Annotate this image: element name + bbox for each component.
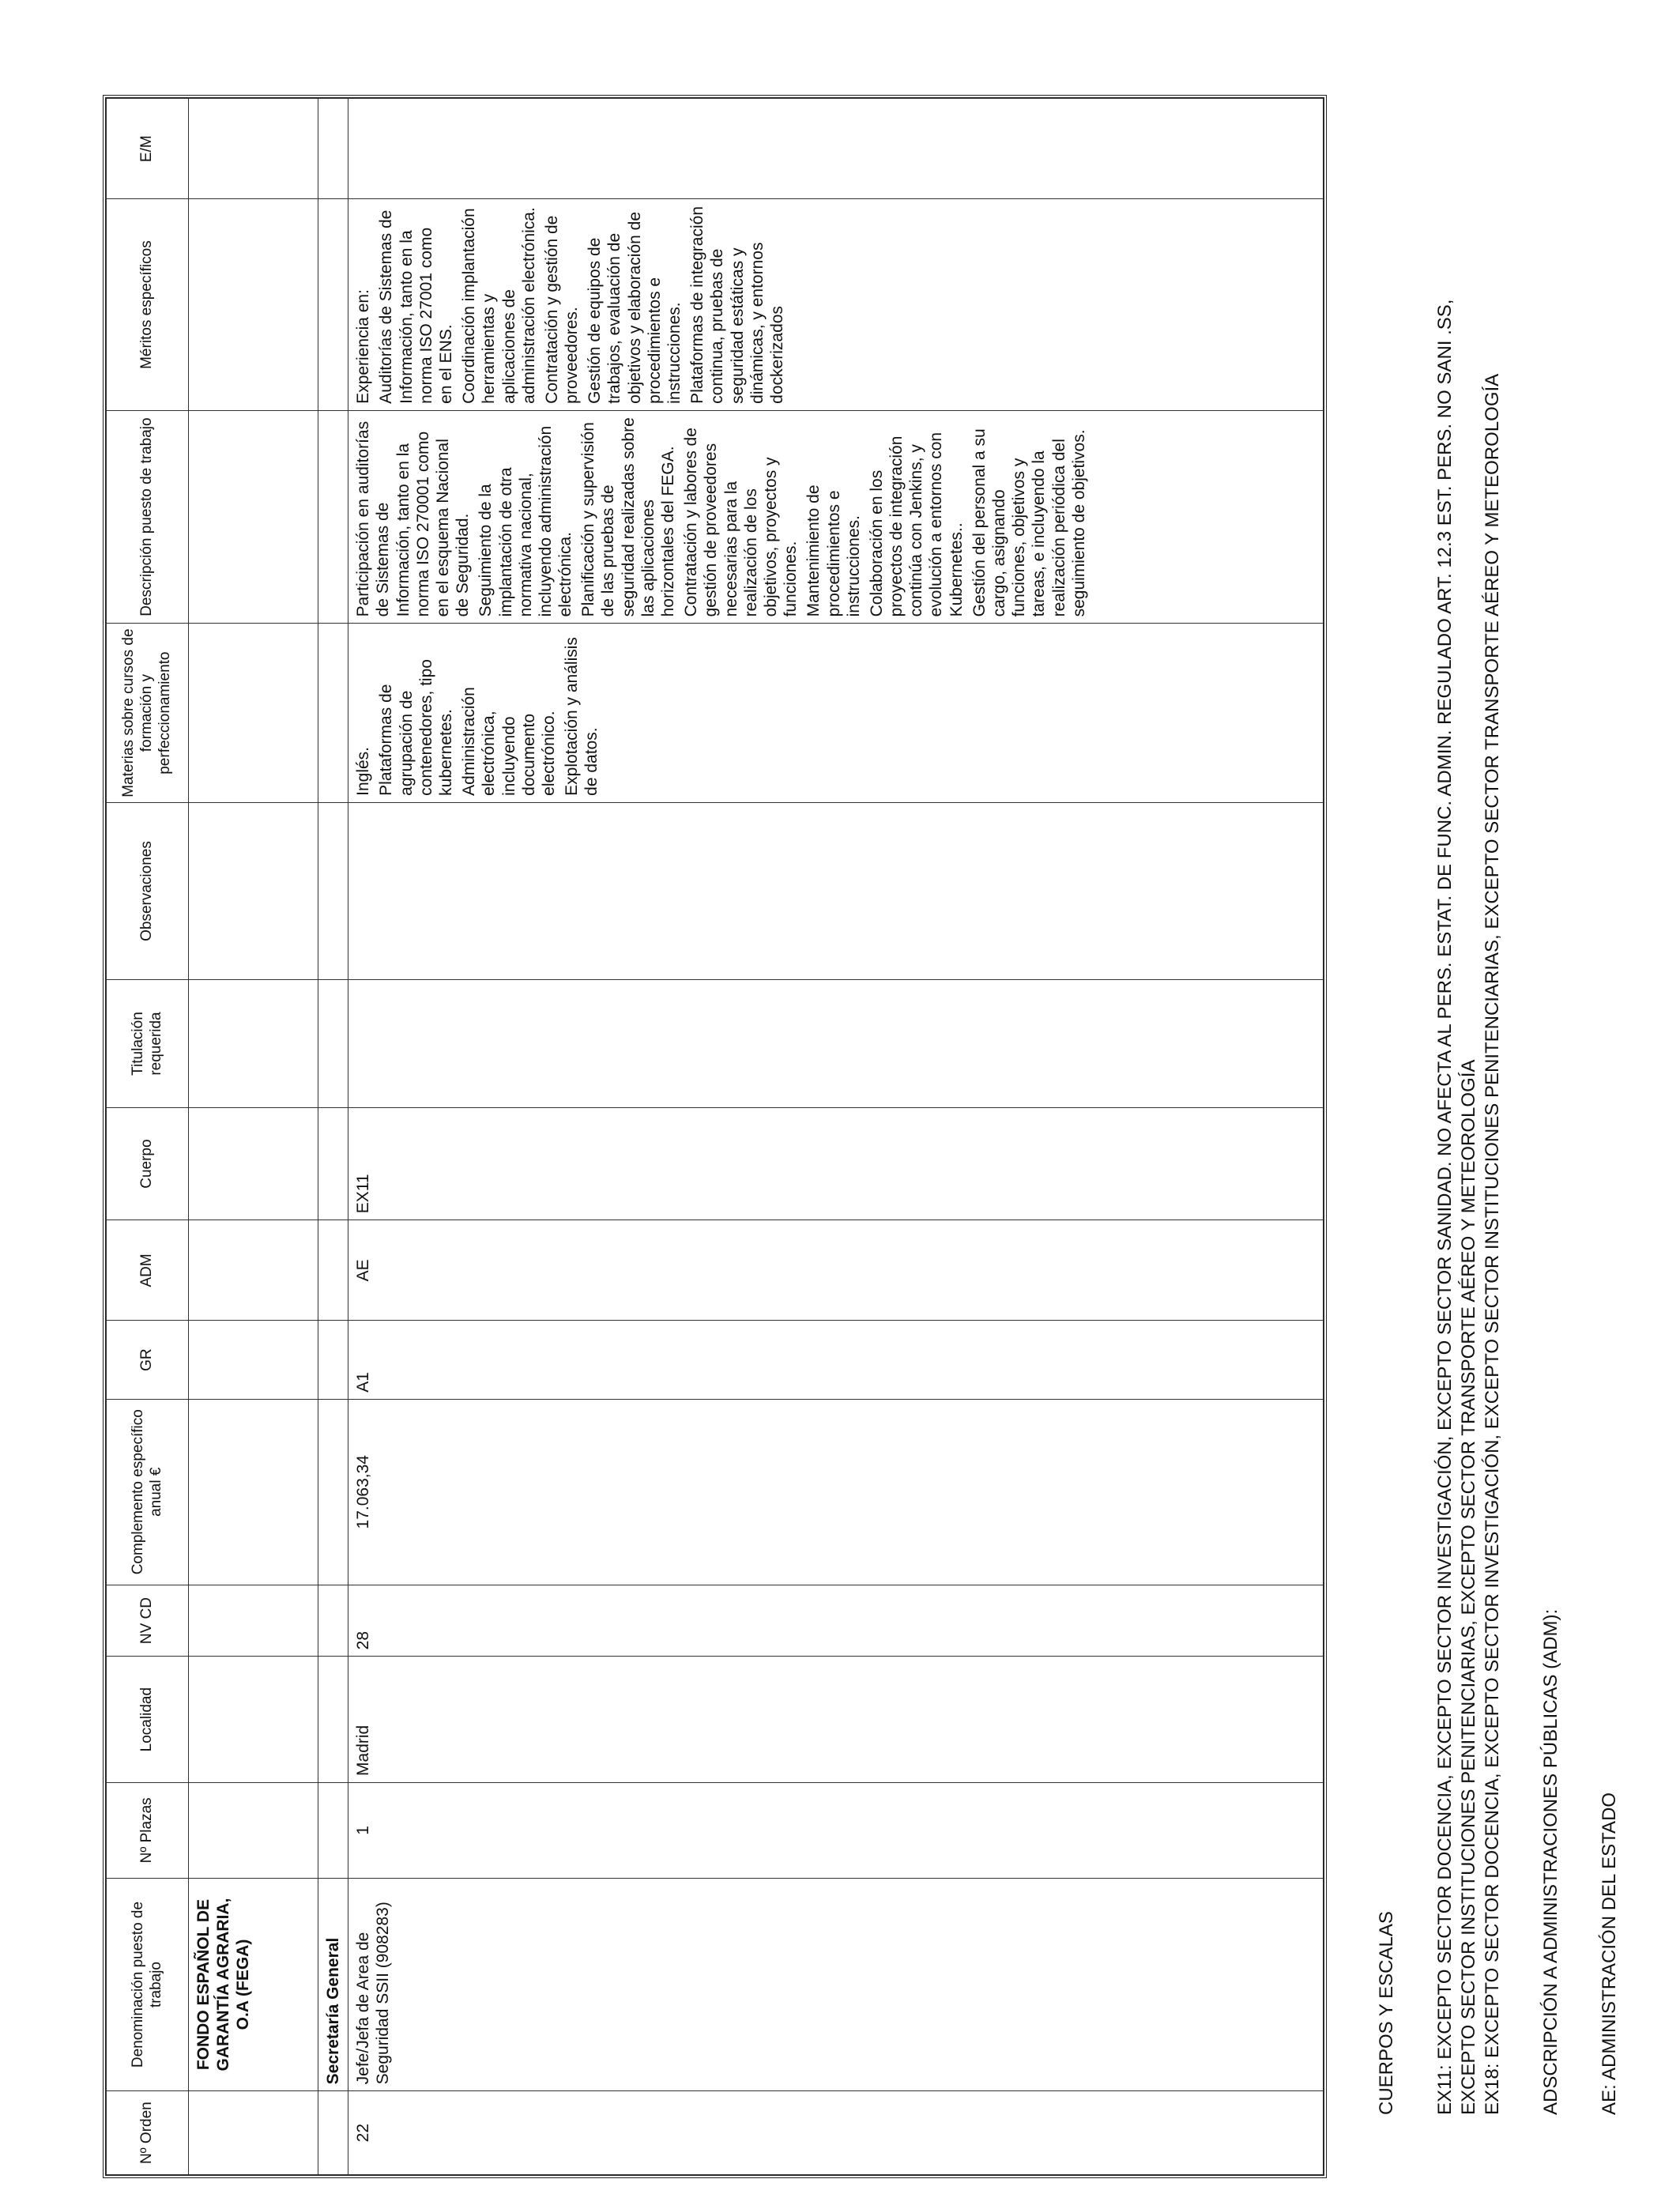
ex11-line-2: EXCEPTO SECTOR INSTITUCIONES PENITENCIARIAS, EXCEPTO SECTOR TRANSPORTE AÉREO Y METEOROLOGÍA bbox=[1458, 1059, 1479, 2115]
header-em: E/M bbox=[107, 99, 189, 199]
cell-adm: AE bbox=[348, 1220, 1324, 1321]
header-titulacion: Titulación requerida bbox=[107, 980, 189, 1108]
job-table bbox=[106, 98, 1324, 2175]
cell-orden: 22 bbox=[348, 2091, 1324, 2175]
cell-gr: A1 bbox=[348, 1321, 1324, 1399]
cell-observaciones bbox=[348, 802, 1324, 979]
cell-em bbox=[348, 99, 1324, 199]
list-item: Colaboración en los proyectos de integración continúa con Jenkins, y evolución a entornos con Kubernetes.. bbox=[867, 432, 966, 617]
cell-complemento: 17.063,34 bbox=[348, 1399, 1324, 1585]
list-item: Plataformas de agrupación de contenedores, tipo kubernetes. bbox=[377, 659, 455, 796]
list-item: Contratación y gestión de proveedores. bbox=[542, 215, 582, 404]
table-row bbox=[348, 99, 1324, 2175]
ae-line: AE: ADMINISTRACIÓN DEL ESTADO bbox=[1599, 1792, 1620, 2115]
header-denominacion: Denominación puesto de trabajo bbox=[107, 1878, 189, 2091]
header-meritos: Méritos específicos bbox=[107, 199, 189, 410]
header-gr: GR bbox=[107, 1321, 189, 1399]
header-plazas: Nº Plazas bbox=[107, 1782, 189, 1878]
cell-nvcd: 28 bbox=[348, 1585, 1324, 1657]
unit-title: Secretaría General bbox=[318, 1878, 348, 2091]
list-item: Contratación y labores de gestión de proveedores necesarias para la realización de los objetivos, proyectos y funciones. bbox=[682, 428, 800, 617]
cell-descripcion bbox=[348, 410, 1324, 624]
list-item: Gestión de equipos de trabajos, evaluación de objetivos y elaboración de procedimientos e instrucciones. bbox=[586, 211, 684, 404]
unit-row bbox=[318, 99, 348, 2175]
cell-denominacion: Jefe/Jefa de Area de Seguridad SSII (908283) bbox=[348, 1878, 1324, 2091]
list-item: Coordinación implantación herramientas y aplicaciones de administración electrónica. bbox=[460, 207, 538, 404]
cell-materias bbox=[348, 624, 1324, 802]
notes-section bbox=[1375, 60, 1622, 2115]
header-observaciones: Observaciones bbox=[107, 802, 189, 979]
list-item: Mantenimiento de procedimientos e instrucciones. bbox=[804, 484, 863, 617]
list-item: Explotación y análisis de datos. bbox=[563, 637, 601, 796]
header-cuerpo: Cuerpo bbox=[107, 1107, 189, 1220]
header-descripcion: Descripción puesto de trabajo bbox=[107, 410, 189, 624]
list-item: Participación en auditorías de Sistemas de Información, tanto en la norma ISO 270001 como en el esquema Nacional de Seguridad. bbox=[354, 420, 473, 617]
org-row bbox=[189, 99, 318, 2175]
header-adm: ADM bbox=[107, 1220, 189, 1321]
list-item: Inglés. bbox=[354, 746, 373, 796]
list-item: Auditorías de Sistemas de Información, tanto en la norma ISO 27001 como en el ENS. bbox=[377, 209, 455, 404]
job-table-frame bbox=[103, 95, 1327, 2178]
cell-plazas: 1 bbox=[348, 1782, 1324, 1878]
cell-localidad: Madrid bbox=[348, 1657, 1324, 1783]
list-item: Experiencia en: bbox=[354, 289, 373, 404]
header-row bbox=[107, 99, 189, 2175]
list-item: Administración electrónica, incluyendo documento electrónico. bbox=[460, 687, 558, 796]
header-orden: Nº Orden bbox=[107, 2091, 189, 2175]
header-materias: Materias sobre cursos de formación y perfeccionamiento bbox=[107, 624, 189, 802]
ex18-line: EX18: EXCEPTO SECTOR DOCENCIA, EXCEPTO SECTOR INVESTIGACIÓN, EXCEPTO SECTOR INSTITUCIONES PENITENCIARIAS, EXCEPTO SECTOR TRANSPORTE AÉREO Y METEOROLOGÍA bbox=[1482, 373, 1503, 2115]
list-item: Plataformas de integración continua, pruebas de seguridad estáticas y dinámicas, y entornos dockerizados bbox=[688, 206, 786, 404]
org-title: FONDO ESPAÑOL DE GARANTÍA AGRARIA, O.A (FEGA) bbox=[189, 1878, 318, 2091]
list-item: Gestión del personal a su cargo, asignando funciones, objetivos y tareas, e incluyendo la realización periódica del seguimiento de objetivos. bbox=[970, 428, 1088, 617]
cuerpos-title: CUERPOS Y ESCALAS bbox=[1376, 1911, 1397, 2115]
ex11-line-1: EX11: EXCEPTO SECTOR DOCENCIA, EXCEPTO SECTOR INVESTIGACIÓN, EXCEPTO SECTOR SANIDAD. NO AFECTA AL PERS. ESTAT. DE FUNC. ADMIN. REGULADO ART. 12.3 EST. PERS. NO SANI .SS, bbox=[1434, 299, 1456, 2115]
cell-cuerpo: EX11 bbox=[348, 1107, 1324, 1220]
header-localidad: Localidad bbox=[107, 1657, 189, 1783]
list-item: Planificación y supervisión de las pruebas de seguridad realizadas sobre las aplicaciones horizontales del FEGA. bbox=[579, 417, 677, 617]
header-nvcd: NV CD bbox=[107, 1585, 189, 1657]
cell-titulacion bbox=[348, 980, 1324, 1108]
list-item: Seguimiento de la implantación de otra normativa nacional, incluyendo administración electrónica. bbox=[477, 425, 575, 617]
cell-meritos bbox=[348, 199, 1324, 410]
header-complemento: Complemento específico anual € bbox=[107, 1399, 189, 1585]
adscripcion-title: ADSCRIPCIÓN A ADMINISTRACIONES PÚBLICAS (ADM): bbox=[1540, 1608, 1561, 2115]
